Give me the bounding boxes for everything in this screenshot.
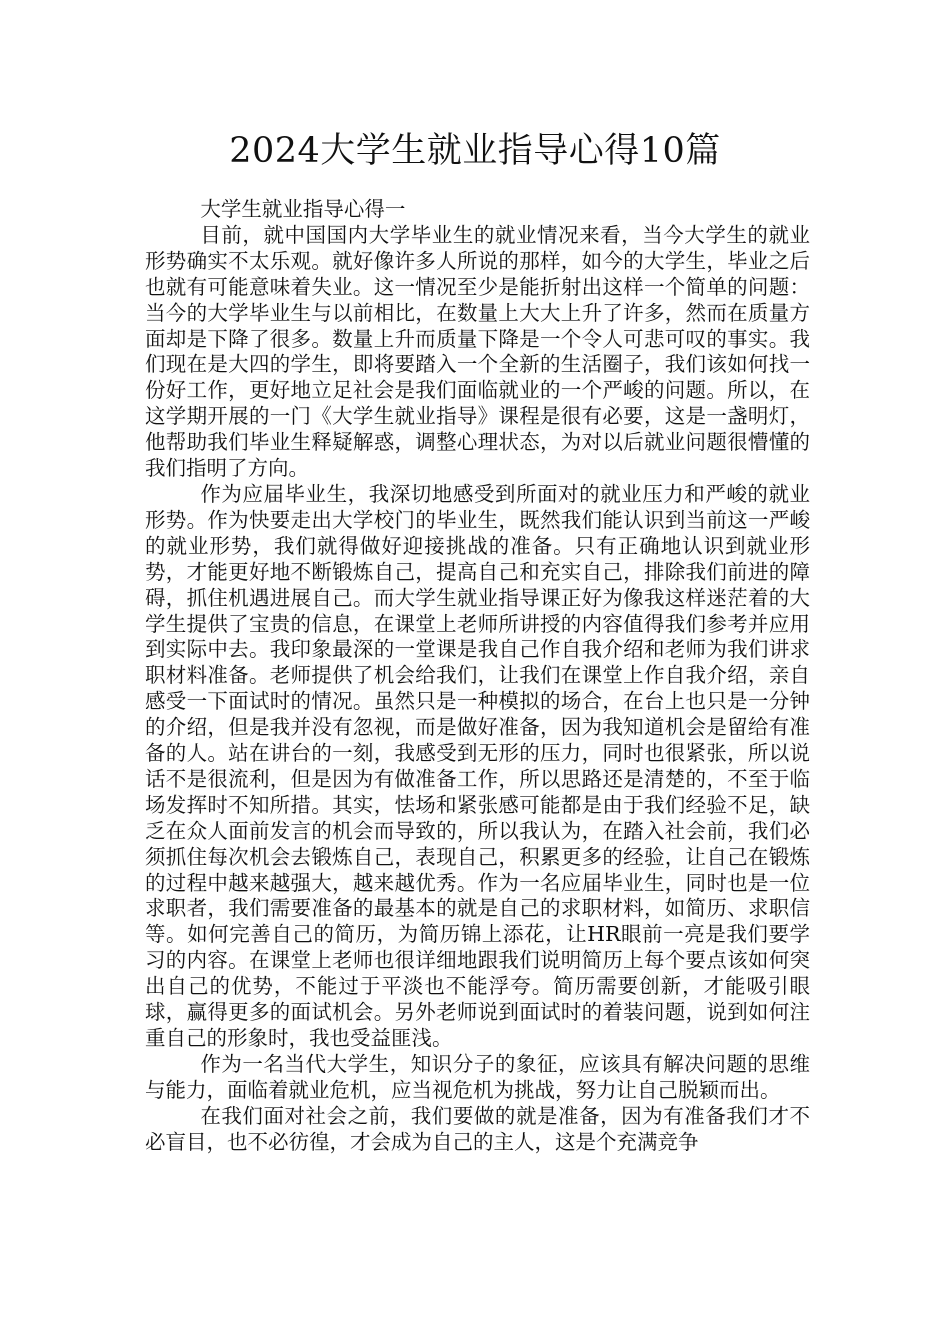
body-paragraph: 作为一名当代大学生，知识分子的象征，应该具有解决问题的思维与能力，面临着就业危机，应当视危机为挑战，努力让自己脱颖而出。 <box>145 1051 810 1102</box>
document-body <box>145 197 810 1156</box>
body-paragraph: 作为应届毕业生，我深切地感受到所面对的就业压力和严峻的就业形势。作为快要走出大学校门的毕业生，既然我们能认识到当前这一严峻的就业形势，我们就得做好迎接挑战的准备。只有正确地认识到就业形势，才能更好地不断锻炼自己，提高自己和充实自己，排除我们前进的障碍，抓住机遇进展自己。而大学生就业指导课正好为像我这样迷茫着的大学生提供了宝贵的信息，在课堂上老师所讲授的内容值得我们参考并应用到实际中去。我印象最深的一堂课是我自己作自我介绍和老师为我们讲求职材料准备。老师提供了机会给我们，让我们在课堂上作自我介绍，亲自感受一下面试时的情况。虽然只是一种模拟的场合，在台上也只是一分钟的介绍，但是我并没有忽视，而是做好准备，因为我知道机会是留给有准备的人。站在讲台的一刻，我感受到无形的压力，同时也很紧张，所以说话不是很流利，但是因为有做准备工作，所以思路还是清楚的，不至于临场发挥时不知所措。其实，怯场和紧张感可能都是由于我们经验不足，缺乏在众人面前发言的机会而导致的，所以我认为，在踏入社会前，我们必须抓住每次机会去锻炼自己，表现自己，积累更多的经验，让自己在锻炼的过程中越来越强大，越来越优秀。作为一名应届毕业生，同时也是一位求职者，我们需要准备的最基本的就是自己的求职材料，如简历、求职信等。如何完善自己的简历，为简历锦上添花，让HR眼前一亮是我们要学习的内容。在课堂上老师也很详细地跟我们说明简历上每个要点该如何突出自己的优势，不能过于平淡也不能浮夸。简历需要创新，才能吸引眼球，赢得更多的面试机会。另外老师说到面试时的着装问题，说到如何注重自己的形象时，我也受益匪浅。 <box>145 481 810 1050</box>
document-title: 2024大学生就业指导心得10篇 <box>229 131 721 171</box>
body-paragraph: 在我们面对社会之前，我们要做的就是准备，因为有准备我们才不必盲目，也不必彷徨，才会成为自己的主人，这是个充满竞争 <box>145 1103 810 1154</box>
section-heading: 大学生就业指导心得一 <box>200 197 406 221</box>
body-paragraph: 目前，就中国国内大学毕业生的就业情况来看，当今大学生的就业形势确实不太乐观。就好像许多人所说的那样，如今的大学生，毕业之后也就有可能意味着失业。这一情况至少是能折射出这样一个简单的问题：当今的大学毕业生与以前相比，在数量上大大上升了许多，然而在质量方面却是下降了很多。数量上升而质量下降是一个令人可悲可叹的事实。我们现在是大四的学生，即将要踏入一个全新的生活圈子，我们该如何找一份好工作，更好地立足社会是我们面临就业的一个严峻的问题。所以，在这学期开展的一门《大学生就业指导》课程是很有必要，这是一盏明灯，他帮助我们毕业生释疑解惑，调整心理状态，为对以后就业问题很懵懂的我们指明了方向。 <box>145 222 810 481</box>
